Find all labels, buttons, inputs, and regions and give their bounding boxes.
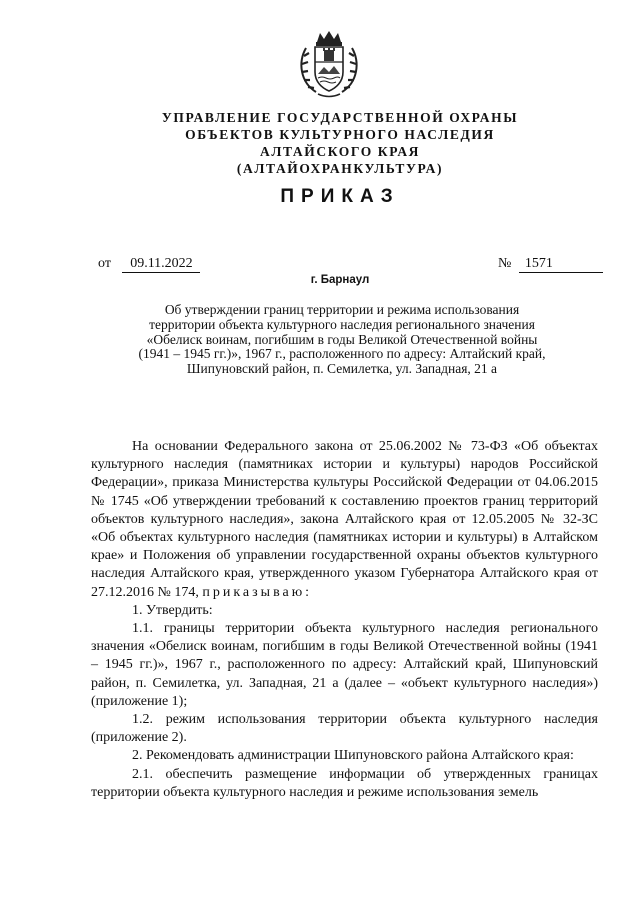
order-number: 1571 <box>519 256 603 273</box>
order-date: 09.11.2022 <box>122 256 200 273</box>
order-number-row <box>498 256 603 273</box>
order-subject: Об утверждении границ территории и режима использования территории объекта культурного наследия регионального значения «Обелиск воинам, погибшим в годы Великой Отечественной войны (1941 – 1945 гг.)», 1967 г., расположенного по адресу: Алтайский край, Шипуновский район, п. Семилетка, ул. Западная, 21 а <box>138 302 546 377</box>
city: г. Барнаул <box>310 274 370 286</box>
order-word: приказываю: <box>202 584 313 600</box>
coat-of-arms-icon <box>296 28 362 100</box>
agency-name-line-2: ОБЪЕКТОВ КУЛЬТУРНОГО НАСЛЕДИЯ <box>185 127 495 142</box>
preamble-text: На основании Федерального закона от 25.06.2002 № 73-ФЗ «Об объектах культурного наследия (памятниках истории и культуры) народов Российской Федерации», приказа Министерства культуры Российской Федерации от 04.06.2015 № 1745 «Об утверждении требований к составлению проектов границ территорий объектов культурного наследия», закона Алтайского края от 12.05.2005 № 32-ЗС «Об объектах культурного наследия (памятниках истории и культуры) в Алтайском крае» и Положения об управлении государственной охраны объектов культурного наследия Алтайского края, утвержденного указом Губернатора Алтайского края от 27.12.2016 № 174, <box>91 439 598 600</box>
item-1-1: 1.1. границы территории объекта культурного наследия регионального значения «Обелиск воинам, погибшим в годы Великой Отечественной войны (1941 – 1945 гг.)», 1967 г., расположенного по адресу: Алтайский край, Шипуновский район, п. Семилетка, ул. Западная, 21 а (далее – «объект культурного наследия») (приложение 1); <box>91 621 598 709</box>
date-prefix: от <box>98 256 111 271</box>
agency-name-line-1: УПРАВЛЕНИЕ ГОСУДАРСТВЕННОЙ ОХРАНЫ <box>161 110 519 125</box>
document-title: ПРИКАЗ <box>280 186 400 207</box>
agency-short-name: (АЛТАЙОХРАНКУЛЬТУРА) <box>236 161 444 176</box>
agency-name-line-3: АЛТАЙСКОГО КРАЯ <box>259 144 421 159</box>
order-date-row <box>98 256 200 273</box>
document-body <box>91 438 598 802</box>
number-prefix: № <box>498 256 512 271</box>
item-1: 1. Утвердить: <box>132 602 213 618</box>
item-2-1: 2.1. обеспечить размещение информации об утвержденных границах территории объекта культурного наследия и режиме использования земель <box>91 766 598 800</box>
preamble-paragraph <box>91 438 598 602</box>
item-1-2: 1.2. режим использования территории объекта культурного наследия (приложение 2). <box>91 712 598 746</box>
item-2: 2. Рекомендовать администрации Шипуновского района Алтайского края: <box>132 748 574 764</box>
